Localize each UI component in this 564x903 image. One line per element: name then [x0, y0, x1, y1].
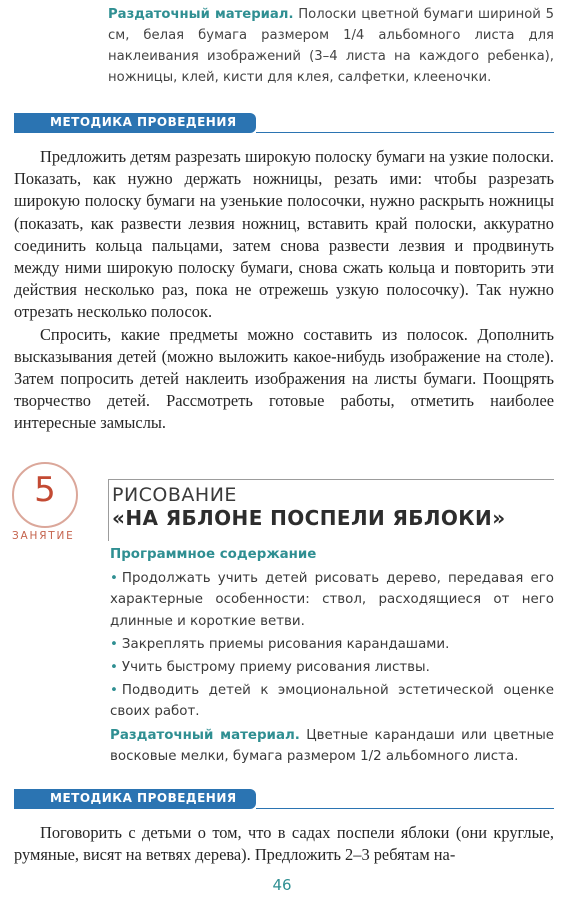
- section-banner-2: [14, 789, 554, 809]
- list-item: • Подводить детей к эмоциональной эстетической оценке своих работ.: [110, 682, 554, 719]
- title-rule-left: [108, 479, 109, 541]
- page-number: 46: [272, 876, 292, 894]
- section-banner-1: [14, 113, 554, 133]
- lesson-number: 5: [34, 470, 56, 510]
- paragraph: Спросить, какие предметы можно составить из полосок. Дополнить высказывания детей (можно выложить какое-нибудь изображение на столе). Затем попросить детей наклеить изображения на листы бумаги. Поощрять творчество детей. Рассмотреть готовые работы, отметить наиболее интересные замыслы.: [14, 324, 554, 433]
- material-bottom-label: Раздаточный материал.: [110, 728, 300, 743]
- banner-rule: [256, 808, 554, 809]
- material-bottom: [110, 725, 554, 768]
- bullet-icon: •: [110, 636, 118, 652]
- bullet-icon: •: [110, 571, 118, 586]
- program-heading: Программное содержание: [110, 547, 317, 562]
- material-bottom-text: Цветные карандаши или цветные восковые мелки, бумага размером 1/2 альбомного листа.: [110, 728, 555, 765]
- method-text-2: [14, 822, 554, 866]
- paragraph: Поговорить с детьми о том, что в садах поспели яблоки (они круглые, румяные, висят на ветвях дерева). Предложить 2–3 ребятам на-: [14, 823, 554, 865]
- material-top-label: Раздаточный материал.: [108, 7, 294, 22]
- lesson-subject: РИСОВАНИЕ: [112, 484, 237, 506]
- lesson-title: «НА ЯБЛОНЕ ПОСПЕЛИ ЯБЛОКИ»: [112, 506, 506, 530]
- lesson-word: ЗАНЯТИЕ: [12, 530, 75, 542]
- banner-label: МЕТОДИКА ПРОВЕДЕНИЯ: [50, 791, 237, 805]
- material-top-text: Полоски цветной бумаги шириной 5 см, белая бумага размером 1/4 альбомного листа для наклеивания изображений (3–4 листа на каждого ребенка), ножницы, клей, кисти для клея, салфетки, клееночки.: [108, 7, 555, 85]
- material-top: [108, 4, 554, 88]
- banner-label: МЕТОДИКА ПРОВЕДЕНИЯ: [50, 115, 237, 129]
- banner-rule: [256, 132, 554, 133]
- paragraph: Предложить детям разрезать широкую полоску бумаги на узкие полоски. Показать, как нужно держать ножницы, резать ими: чтобы разрезать широкую полоску бумаги на узенькие полосочки, нужно раскрыть ножницы (показать, как развести лезвия ножниц, вставить край полоски, аккуратно соединить кольца пальцами, затем снова развести лезвия и продвинуть между ними широкую полоску бумаги, снова сжать кольца и повторить эти действия несколько раз, пока не отрежешь узкую полосочку). Так нужно отрезать несколько полосок.: [14, 147, 554, 322]
- program-list: [110, 568, 554, 724]
- method-text-1: [14, 146, 554, 435]
- list-item: • Продолжать учить детей рисовать дерево, передавая его характерные особенности: ствол, расходящиеся от него длинные и короткие ветви.: [110, 571, 554, 629]
- list-item: • Закреплять приемы рисования карандашами.: [110, 636, 450, 652]
- list-item: • Учить быстрому приему рисования листвы.: [110, 659, 430, 675]
- lesson-number-circle: [12, 462, 78, 528]
- bullet-icon: •: [110, 659, 118, 675]
- bullet-icon: •: [110, 682, 118, 698]
- title-rule-top: [108, 479, 554, 480]
